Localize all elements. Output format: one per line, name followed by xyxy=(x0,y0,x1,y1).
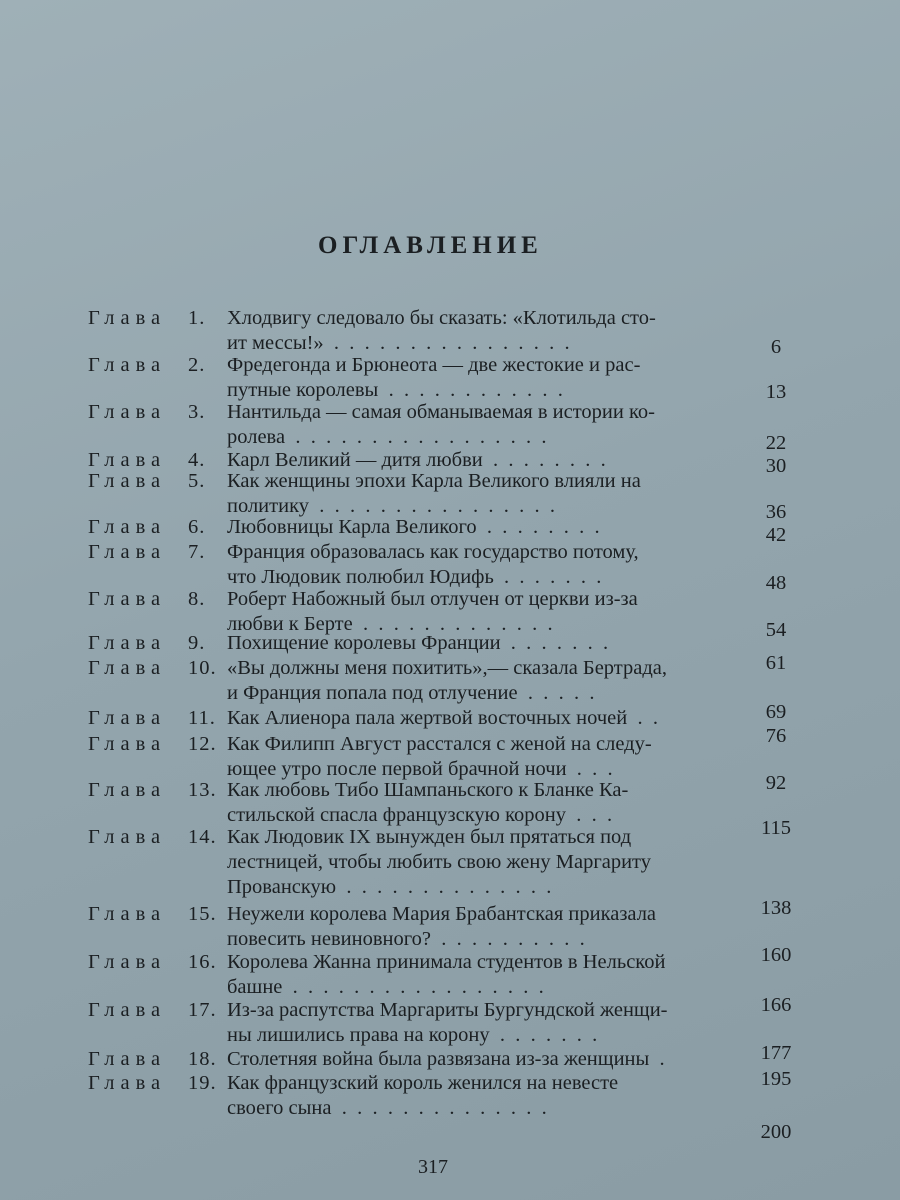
chapter-number: 13. xyxy=(188,779,217,801)
toc-heading: ОГЛАВЛЕНИЕ xyxy=(318,232,543,259)
chapter-label: Глава xyxy=(88,307,167,329)
chapter-page-number: 92 xyxy=(765,772,787,794)
chapter-title-line: Королева Жанна принимала студентов в Нельской xyxy=(227,951,666,973)
chapter-number: 5. xyxy=(188,470,206,492)
page-number: 317 xyxy=(418,1156,448,1178)
chapter-page-number: 69 xyxy=(765,701,787,723)
chapter-number: 6. xyxy=(188,516,206,538)
chapter-page-number: 42 xyxy=(765,524,787,546)
chapter-number: 11. xyxy=(188,707,216,729)
chapter-label: Глава xyxy=(88,516,167,538)
chapter-label: Глава xyxy=(88,707,167,729)
chapter-label: Глава xyxy=(88,1072,167,1094)
chapter-title-line: что Людовик полюбил Юдифь . . . . . . . xyxy=(227,566,602,588)
chapter-title-line: Франция образовалась как государство потому, xyxy=(227,541,639,563)
chapter-page-number: 22 xyxy=(765,432,787,454)
chapter-title-line: политику . . . . . . . . . . . . . . . . xyxy=(227,495,555,517)
chapter-title-line: Как любовь Тибо Шампаньского к Бланке Ка- xyxy=(227,779,629,801)
chapter-title-line: любви к Берте . . . . . . . . . . . . . xyxy=(227,613,553,635)
chapter-page-number: 115 xyxy=(761,817,791,839)
chapter-page-number: 177 xyxy=(760,1042,792,1064)
chapter-number: 18. xyxy=(188,1048,217,1070)
chapter-page-number: 36 xyxy=(765,501,787,523)
chapter-title-line: стильской спасла французскую корону . . . xyxy=(227,804,613,826)
chapter-title-line: Как французский король женился на невесте xyxy=(227,1072,619,1094)
chapter-label: Глава xyxy=(88,470,167,492)
chapter-title-line: Неужели королева Мария Брабантская приказала xyxy=(227,903,657,925)
chapter-title-line: путные королевы . . . . . . . . . . . . xyxy=(227,379,563,401)
chapter-page-number: 13 xyxy=(765,381,787,403)
chapter-title-line: Как женщины эпохи Карла Великого влияли на xyxy=(227,470,641,492)
chapter-number: 7. xyxy=(188,541,206,563)
chapter-title-line: Как Алиенора пала жертвой восточных ночей . . xyxy=(227,707,658,729)
chapter-label: Глава xyxy=(88,733,167,755)
chapter-title-line: ющее утро после первой брачной ночи . . . xyxy=(227,758,613,780)
chapter-title-line: Из-за распутства Маргариты Бургундской женщи- xyxy=(227,999,668,1021)
chapter-title-line: своего сына . . . . . . . . . . . . . . xyxy=(227,1097,547,1119)
chapter-label: Глава xyxy=(88,449,167,471)
chapter-number: 9. xyxy=(188,632,206,654)
chapter-number: 17. xyxy=(188,999,217,1021)
chapter-label: Глава xyxy=(88,1048,167,1070)
chapter-title-line: Фредегонда и Брюнеота — две жестокие и рас- xyxy=(227,354,641,376)
chapter-label: Глава xyxy=(88,779,167,801)
chapter-title-line: ны лишились права на корону . . . . . . . xyxy=(227,1024,598,1046)
chapter-number: 15. xyxy=(188,903,217,925)
chapter-page-number: 76 xyxy=(765,725,787,747)
chapter-title-line: Хлодвигу следовало бы сказать: «Клотильда сто- xyxy=(227,307,656,329)
chapter-number: 3. xyxy=(188,401,206,423)
chapter-title-line: и Франция попала под отлучение . . . . . xyxy=(227,682,595,704)
chapter-title-line: ролева . . . . . . . . . . . . . . . . . xyxy=(227,426,547,448)
chapter-label: Глава xyxy=(88,951,167,973)
chapter-page-number: 48 xyxy=(765,572,787,594)
chapter-title-line: повесить невиновного? . . . . . . . . . . xyxy=(227,928,585,950)
chapter-label: Глава xyxy=(88,657,167,679)
chapter-title-line: Столетняя война была развязана из-за женщины . xyxy=(227,1048,665,1070)
chapter-title-line: лестницей, чтобы любить свою жену Маргариту xyxy=(227,851,651,873)
chapter-number: 8. xyxy=(188,588,206,610)
chapter-label: Глава xyxy=(88,588,167,610)
chapter-title-line: Прованскую . . . . . . . . . . . . . . xyxy=(227,876,552,898)
chapter-number: 10. xyxy=(188,657,217,679)
chapter-label: Глава xyxy=(88,903,167,925)
chapter-label: Глава xyxy=(88,826,167,848)
chapter-page-number: 30 xyxy=(765,455,787,477)
chapter-label: Глава xyxy=(88,999,167,1021)
chapter-number: 19. xyxy=(188,1072,217,1094)
chapter-number: 2. xyxy=(188,354,206,376)
chapter-label: Глава xyxy=(88,632,167,654)
chapter-title-line: Любовницы Карла Великого . . . . . . . . xyxy=(227,516,600,538)
chapter-title-line: Как Людовик IX вынужден был прятаться под xyxy=(227,826,632,848)
chapter-title-line: «Вы должны меня похитить»,— сказала Бертрада, xyxy=(227,657,667,679)
chapter-number: 1. xyxy=(188,307,206,329)
chapter-page-number: 195 xyxy=(760,1068,792,1090)
chapter-title-line: Карл Великий — дитя любви . . . . . . . . xyxy=(227,449,606,471)
chapter-number: 12. xyxy=(188,733,217,755)
chapter-page-number: 166 xyxy=(760,994,792,1016)
chapter-page-number: 61 xyxy=(765,652,787,674)
chapter-title-line: Как Филипп Август расстался с женой на следу- xyxy=(227,733,652,755)
chapter-page-number: 200 xyxy=(760,1121,792,1143)
chapter-number: 4. xyxy=(188,449,206,471)
chapter-title-line: Похищение королевы Франции . . . . . . . xyxy=(227,632,609,654)
chapter-label: Глава xyxy=(88,354,167,376)
chapter-page-number: 6 xyxy=(770,336,782,358)
chapter-title-line: башне . . . . . . . . . . . . . . . . . xyxy=(227,976,544,998)
chapter-label: Глава xyxy=(88,541,167,563)
chapter-number: 16. xyxy=(188,951,217,973)
chapter-title-line: Нантильда — самая обманываемая в истории ко- xyxy=(227,401,655,423)
chapter-title-line: Роберт Набожный был отлучен от церкви из-за xyxy=(227,588,638,610)
chapter-page-number: 138 xyxy=(760,897,792,919)
chapter-title-line: ит мессы!» . . . . . . . . . . . . . . . . xyxy=(227,332,570,354)
chapter-page-number: 54 xyxy=(765,619,787,641)
chapter-label: Глава xyxy=(88,401,167,423)
chapter-page-number: 160 xyxy=(760,944,792,966)
chapter-number: 14. xyxy=(188,826,217,848)
